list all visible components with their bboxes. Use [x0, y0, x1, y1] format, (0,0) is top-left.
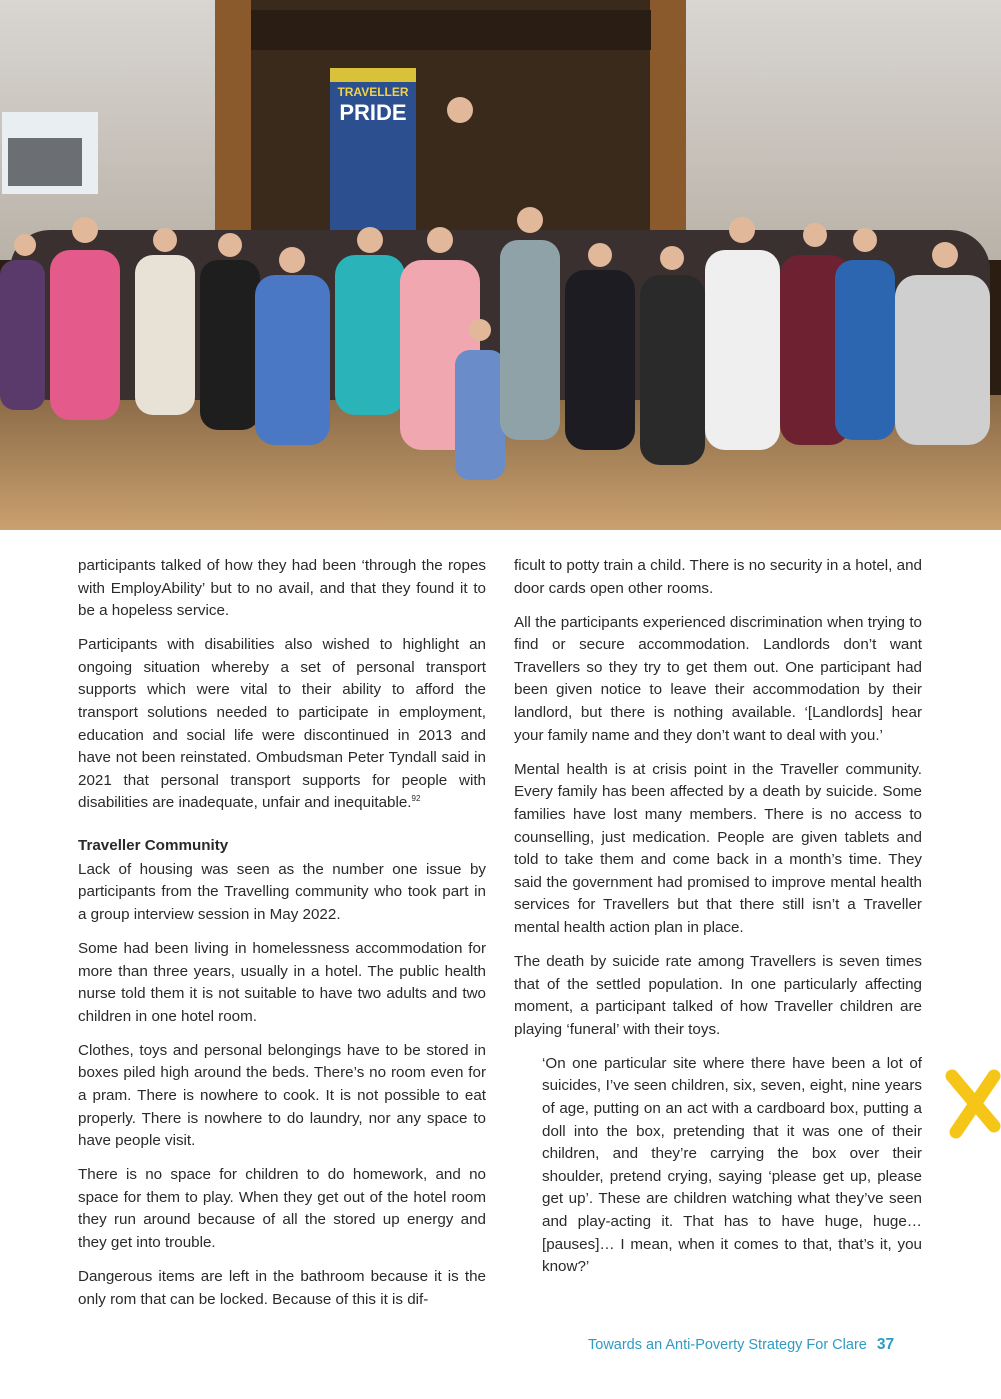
right-column: [514, 555, 922, 1279]
group-photo: [0, 0, 1001, 530]
paragraph-text: Participants with disabilities also wished to highlight an ongoing situation whereby a set of personal transport supports which were vital to their ability to afford the transport solutions needed to participate in employment, education and social life were discontinued in 2013 and have not been reinstated. Ombudsman Peter Tyndall said in 2021 that personal transport supports for people with disabilities are inadequate, unfair and inequitable.: [78, 636, 486, 812]
paragraph: Clothes, toys and personal belongings have to be stored in boxes piled high around the beds. There’s no room even for a pram. There is nowhere to cook. It is not possible to eat properly. There is nowhere to do laundry, nor any space to have people visit.: [78, 1041, 486, 1150]
paragraph: Mental health is at crisis point in the Traveller community. Every family has been affected by a death by suicide. Some families have lost many members. There is no access to counselling, just medication. People are given tablets and told to take them and come back in a month’s time. They said the government had promised to improve mental health services for Travellers but that there still isn’t a Traveller mental health action plan in place.: [514, 760, 922, 936]
block-quote: ‘On one particular site where there have been a lot of suicides, I’ve seen children, six, seven, eight, nine years of age, putting on an act with a cardboard box, putting a doll into the box, pretending that it was one of their children, and they’re carrying the box over their shoulder, pretend crying, saying ‘please get up, please get up’. These are children watching what they’ve seen and play-acting it. That has to have huge, huge… [pauses]… I mean, when it comes to that, that’s it, you know?’: [542, 1054, 922, 1276]
paragraph: participants talked of how they had been ‘through the ropes with EmployAbility’ but to no avail, and that they found it to be a hopeless service.: [78, 557, 486, 620]
section-heading: Traveller Community: [78, 837, 229, 855]
paragraph: [78, 634, 486, 815]
paragraph: Dangerous items are left in the bathroom because it is the only rom that can be locked. Because of this it is dif-: [78, 1268, 486, 1308]
paragraph: Some had been living in homelessness accommodation for more than three years, usually in a hotel. The public health nurse told them it is not suitable to have two adults and two children in one hotel room.: [78, 939, 486, 1025]
paragraph: ficult to potty train a child. There is no security in a hotel, and door cards open other rooms.: [514, 557, 922, 597]
paragraph: The death by suicide rate among Travellers is seven times that of the settled population. In one particularly affecting moment, a participant talked of how Traveller children are playing ‘funeral’ with their toys.: [514, 953, 922, 1038]
banner-text-2: PRIDE: [339, 100, 407, 125]
banner-text-1: TRAVELLER: [337, 85, 409, 99]
paragraph: Lack of housing was seen as the number one issue by participants from the Travelling community who took part in a group interview session in May 2022.: [78, 860, 486, 923]
paragraph: There is no space for children to do homework, and no space for them to play. When they get out of the hotel room they run around because of all the stored up energy and they get into trouble.: [78, 1166, 486, 1252]
page-footer: [588, 1336, 894, 1354]
page-number: 37: [876, 1336, 895, 1353]
footnote-ref: 92: [411, 794, 421, 804]
footer-title: Towards an Anti-Poverty Strategy For Clare: [588, 1337, 867, 1353]
cross-mark-icon: [944, 1066, 1001, 1147]
left-column: [78, 555, 486, 1323]
paragraph: All the participants experienced discrimination when trying to find or secure accommodation. Landlords don’t want Travellers so they try to get them out. One participant had been given notice to leave their accommodation by their landlord, but there is nothing available. ‘[Landlords] hear your family name and they don’t want to deal with you.’: [514, 613, 922, 744]
